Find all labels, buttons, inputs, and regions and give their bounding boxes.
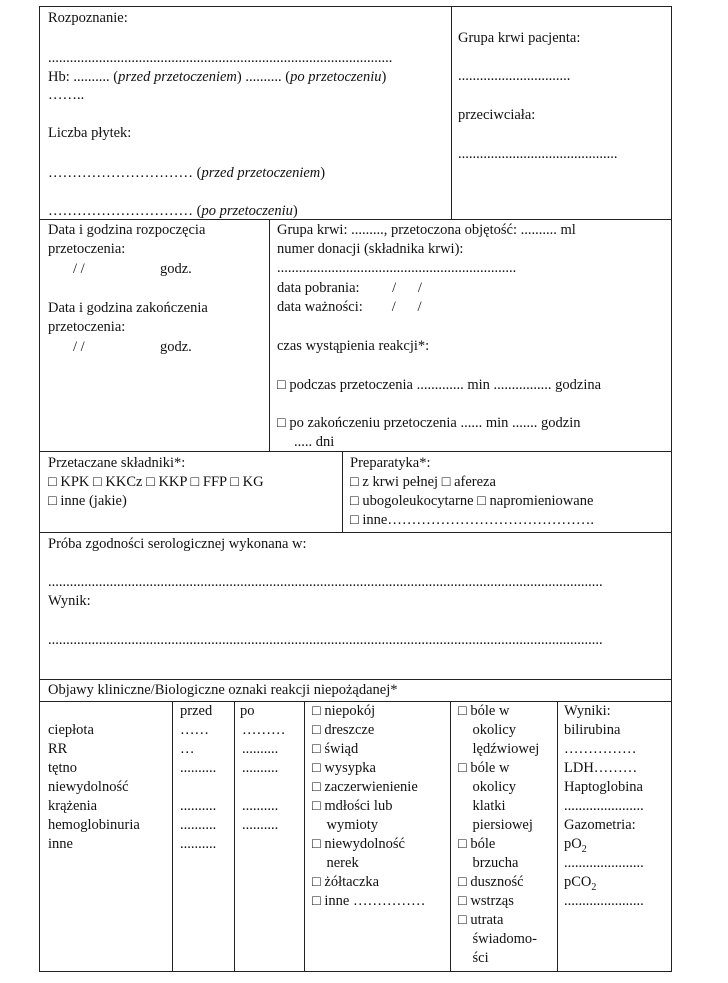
- preparation-title: Preparatyka*:: [350, 455, 431, 471]
- hb-text: Hb: .......... (: [48, 69, 119, 85]
- diagnosis-label: Rozpoznanie:: [48, 10, 128, 26]
- vital-row: krążenia: [48, 798, 98, 814]
- hb-line: [48, 69, 386, 86]
- symptom-item: klatki: [458, 798, 506, 814]
- end-label-2: przetoczenia:: [48, 319, 126, 335]
- symptom-item: □ dreszcze: [312, 722, 375, 738]
- donation-label: numer donacji (składnika krwi):: [277, 241, 464, 257]
- symptom-item: □ utrata: [458, 912, 504, 928]
- result-item: LDH………: [564, 760, 638, 776]
- result-label: Wynik:: [48, 593, 91, 609]
- compatibility-title: Próba zgodności serologicznej wykonana w:: [48, 536, 307, 552]
- vital-row: tętno: [48, 760, 77, 776]
- end-date: / /: [73, 339, 85, 355]
- hb-text2: ) .......... (: [236, 69, 291, 85]
- expiry-date: data ważności: / /: [277, 299, 422, 315]
- antibodies-dots: ............................................: [458, 146, 618, 162]
- blood-group-dots: ...............................: [458, 68, 571, 84]
- divider: [342, 451, 343, 533]
- compatibility-dots: .........................................................................................................................................................: [48, 574, 603, 590]
- po2-label: pO: [564, 836, 582, 852]
- platelets-dots: ………………………… (: [48, 165, 202, 181]
- platelets-before-label: przed przetoczeniem: [201, 165, 321, 181]
- components-other: □ inne (jakie): [48, 493, 127, 509]
- divider: [557, 701, 558, 972]
- hb-close: ): [381, 69, 387, 85]
- start-hour: godz.: [160, 261, 192, 277]
- blood-group-volume: Grupa krwi: ........., przetoczona objętość: .......... ml: [277, 222, 576, 238]
- symptom-item: piersiowej: [458, 817, 533, 833]
- symptom-item: □ żółtaczka: [312, 874, 380, 890]
- start-date: / /: [73, 261, 85, 277]
- paren: ): [292, 203, 298, 219]
- symptom-item: brzucha: [458, 855, 519, 871]
- result-item: [564, 836, 587, 853]
- symptom-item: □ inne ……………: [312, 893, 426, 909]
- blood-group-label: Grupa krwi pacjenta:: [458, 30, 581, 46]
- vital-row: inne: [48, 836, 73, 852]
- symptom-item: □ bóle: [458, 836, 496, 852]
- platelets-after-label: po przetoczeniu: [201, 203, 293, 219]
- before-value: ..........: [180, 817, 217, 833]
- result-item: ......................: [564, 798, 644, 814]
- diagnosis-dots: ...............................................................................................: [48, 50, 393, 66]
- platelets-after: [48, 203, 298, 220]
- result-item: bilirubina: [564, 722, 621, 738]
- donation-dots: ..................................................................: [277, 260, 517, 276]
- after-value: ………: [242, 722, 286, 738]
- before-value: ……: [180, 722, 209, 738]
- result-item: Haptoglobina: [564, 779, 643, 795]
- vital-row: niewydolność: [48, 779, 129, 795]
- symptom-item: □ duszność: [458, 874, 524, 890]
- symptom-item: □ świąd: [312, 741, 359, 757]
- result-dots: .........................................................................................................................................................: [48, 632, 603, 648]
- vital-row: ciepłota: [48, 722, 94, 738]
- symptoms-title: Objawy kliniczne/Biologiczne oznaki reakcji niepożądanej*: [48, 682, 398, 698]
- symptom-item: świadomo-: [458, 931, 537, 947]
- symptom-item: □ wysypka: [312, 760, 376, 776]
- symptom-item: ści: [458, 950, 489, 966]
- after-value: ..........: [242, 798, 279, 814]
- result-item: ......................: [564, 893, 644, 909]
- result-item: [564, 874, 596, 891]
- symptom-item: □ wstrząs: [458, 893, 514, 909]
- before-value: …: [180, 741, 195, 757]
- preparation-3: □ inne…………………………………….: [350, 512, 594, 528]
- symptom-item: nerek: [312, 855, 359, 871]
- result-item: ......................: [564, 855, 644, 871]
- before-value: ..........: [180, 836, 217, 852]
- symptom-item: okolicy: [458, 779, 516, 795]
- preparation-2: □ ubogoleukocytarne □ napromieniowane: [350, 493, 594, 509]
- divider: [304, 701, 305, 972]
- components-title: Przetaczane składniki*:: [48, 455, 186, 471]
- col-after: po: [240, 703, 255, 719]
- during-transfusion: □ podczas przetoczenia ............. min ................ godzina: [277, 377, 602, 393]
- vital-row: RR: [48, 741, 68, 757]
- divider: [39, 701, 672, 702]
- platelets-dots: ………………………… (: [48, 203, 202, 219]
- antibodies-label: przeciwciała:: [458, 107, 536, 123]
- symptom-item: lędźwiowej: [458, 741, 540, 757]
- before-value: ..........: [180, 798, 217, 814]
- results-title: Wyniki:: [564, 703, 611, 719]
- symptom-item: □ bóle w: [458, 760, 510, 776]
- hb-after: po przetoczeniu: [290, 69, 382, 85]
- subscript: 2: [581, 843, 587, 855]
- pco2-label: pCO: [564, 874, 592, 890]
- platelets-before: [48, 165, 325, 182]
- symptom-item: □ zaczerwienienie: [312, 779, 418, 795]
- collection-date: data pobrania: / /: [277, 280, 422, 296]
- divider: [172, 701, 173, 972]
- divider: [234, 701, 235, 972]
- symptom-item: □ niewydolność: [312, 836, 405, 852]
- after-value: ..........: [242, 817, 279, 833]
- result-item: Gazometria:: [564, 817, 636, 833]
- hb-before: przed przetoczeniem: [118, 69, 237, 85]
- hb-dots: ……..: [48, 87, 85, 103]
- subscript: 2: [591, 881, 597, 893]
- preparation-1: □ z krwi pełnej □ afereza: [350, 474, 496, 490]
- col-before: przed: [180, 703, 213, 719]
- vital-row: hemoglobinuria: [48, 817, 140, 833]
- start-label-1: Data i godzina rozpoczęcia: [48, 222, 206, 238]
- symptom-item: wymioty: [312, 817, 379, 833]
- symptom-item: □ niepokój: [312, 703, 376, 719]
- divider: [450, 701, 451, 972]
- paren: ): [320, 165, 326, 181]
- after-value: ..........: [242, 741, 279, 757]
- section-compatibility: [39, 532, 672, 680]
- platelets-label: Liczba płytek:: [48, 125, 132, 141]
- divider: [269, 219, 270, 452]
- symptom-item: □ bóle w: [458, 703, 510, 719]
- symptom-item: □ mdłości lub: [312, 798, 393, 814]
- after-transfusion: □ po zakończeniu przetoczenia ...... min ....... godzin: [277, 415, 581, 431]
- start-label-2: przetoczenia:: [48, 241, 126, 257]
- reaction-time-label: czas wystąpienia reakcji*:: [277, 338, 430, 354]
- divider: [451, 6, 452, 220]
- end-label-1: Data i godzina zakończenia: [48, 300, 208, 316]
- after-value: ..........: [242, 760, 279, 776]
- end-hour: godz.: [160, 339, 192, 355]
- symptom-item: okolicy: [458, 722, 516, 738]
- result-item: ……………: [564, 741, 637, 757]
- after-days: ..... dni: [294, 434, 335, 450]
- components-checkboxes: □ KPK □ KKCz □ KKP □ FFP □ KG: [48, 474, 264, 490]
- before-value: ..........: [180, 760, 217, 776]
